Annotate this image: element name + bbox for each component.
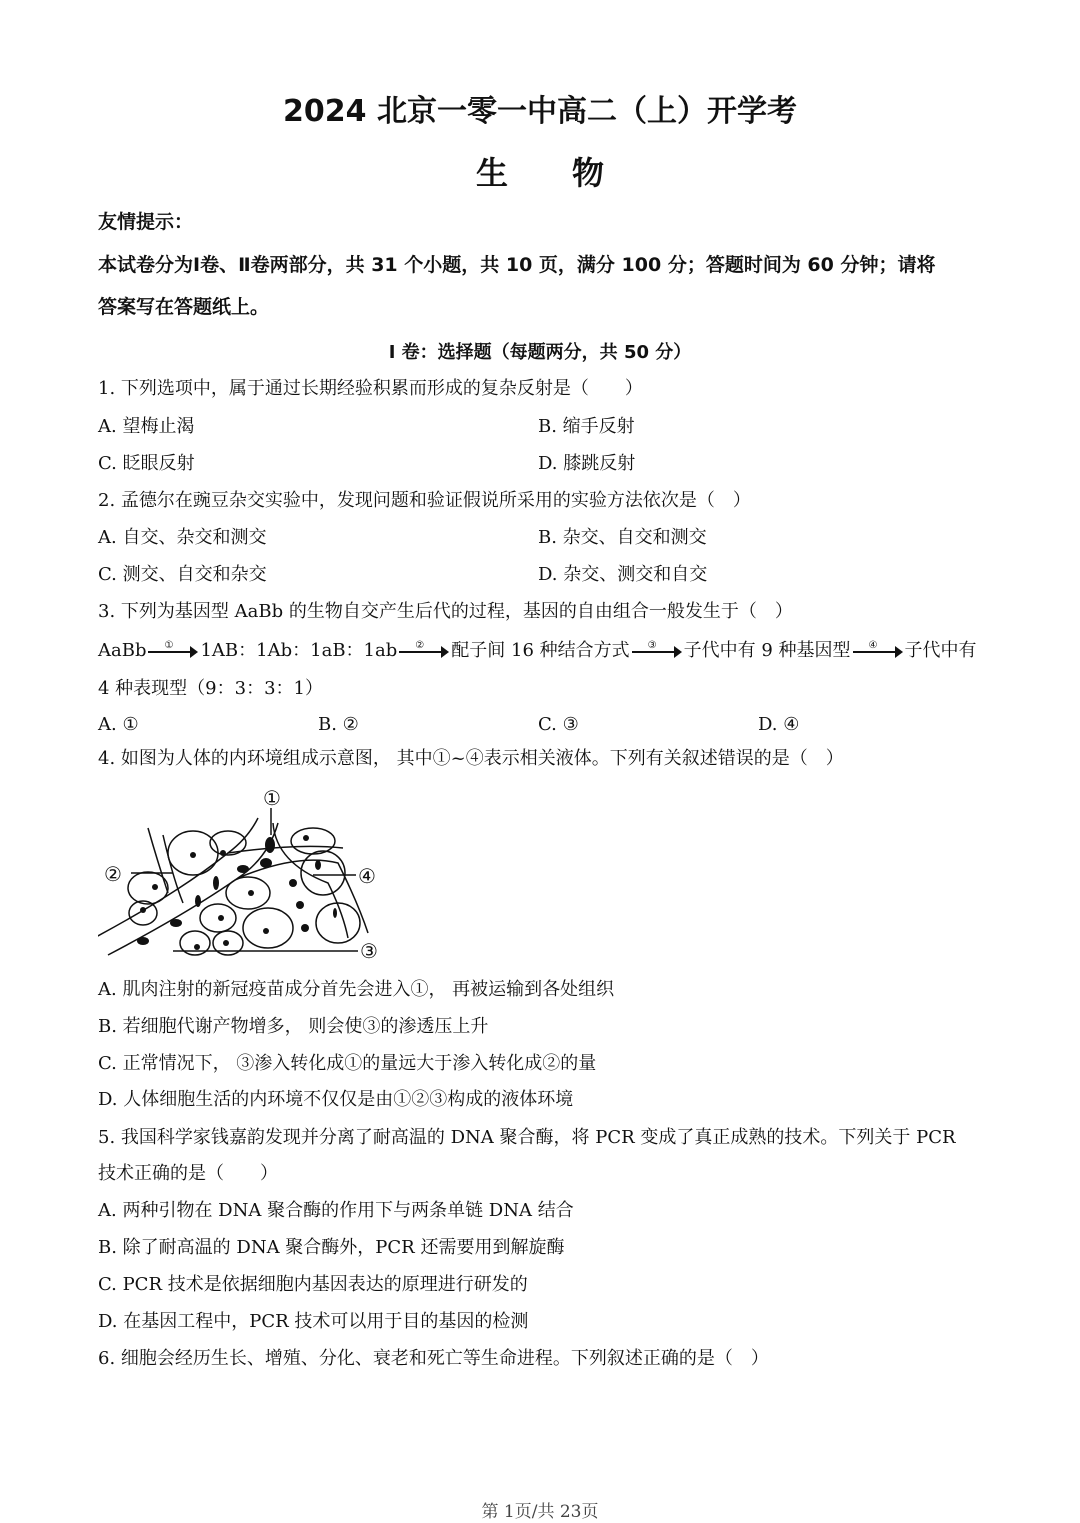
internal-environment-diagram	[98, 783, 388, 963]
chain-end: 4 种表现型（9：3：3：1）	[98, 678, 323, 699]
section-heading: Ⅰ 卷：选择题（每题两分，共 50 分）	[388, 342, 692, 363]
chain-step: 子代中有	[904, 640, 977, 661]
arrow-label: ②	[415, 640, 425, 651]
question-5: 5. 我国科学家钱嘉韵发现并分离了耐高温的 DNA 聚合酶，将 PCR 变成了真正成熟的技术。下列关于 PCR	[98, 1127, 956, 1148]
exam-title: 2024 北京一零一中高二（上）开学考	[283, 94, 797, 129]
option-d: D. 人体细胞生活的内环境不仅仅是由①②③构成的液体环境	[98, 1089, 574, 1110]
notice-text: 本试卷分为Ⅰ卷、Ⅱ卷两部分，共 31 个小题，共 10 页，满分 100 分；答题时间为 60 分钟；请将	[98, 254, 936, 276]
label-3: ③	[360, 939, 378, 963]
option-c: C. PCR 技术是依据细胞内基因表达的原理进行研发的	[98, 1274, 528, 1295]
question-1: 1. 下列选项中，属于通过长期经验积累而形成的复杂反射是（ ）	[98, 378, 643, 399]
question-2: 2. 孟德尔在豌豆杂交实验中，发现问题和验证假说所采用的实验方法依次是（ ）	[98, 490, 751, 511]
page-footer: 第 1页/共 23页	[481, 1502, 599, 1522]
label-4: ④	[358, 864, 376, 888]
option-b: B. 杂交、自交和测交	[538, 527, 707, 548]
option-b: B. ②	[318, 714, 359, 735]
arrow-icon	[148, 640, 198, 656]
option-a: A. 望梅止渴	[98, 416, 195, 437]
option-c: C. ③	[538, 714, 579, 735]
option-c: C. 眨眼反射	[98, 453, 195, 474]
arrow-label: ④	[868, 640, 878, 651]
arrow-icon	[399, 640, 449, 656]
notice-text: 答案写在答题纸上。	[98, 296, 270, 318]
option-a: A. 两种引物在 DNA 聚合酶的作用下与两条单链 DNA 结合	[98, 1200, 574, 1221]
chain-step: 子代中有 9 种基因型	[683, 640, 851, 661]
option-c: C. 测交、自交和杂交	[98, 564, 267, 585]
option-c: C. 正常情况下， ③渗入转化成①的量远大于渗入转化成②的量	[98, 1053, 597, 1074]
option-b: B. 除了耐高温的 DNA 聚合酶外，PCR 还需要用到解旋酶	[98, 1237, 565, 1258]
option-b: B. 若细胞代谢产物增多， 则会使③的渗透压上升	[98, 1016, 489, 1037]
arrow-icon	[632, 640, 682, 656]
option-a: A. ①	[98, 714, 139, 735]
subject-title: 生 物	[475, 154, 604, 192]
process-chain	[98, 639, 977, 663]
arrow-icon	[853, 640, 903, 656]
chain-step: 1AB：1Ab：1aB：1ab	[200, 640, 398, 661]
question-3: 3. 下列为基因型 AaBb 的生物自交产生后代的过程，基因的自由组合一般发生于（ ）	[98, 601, 793, 622]
arrow-label: ①	[164, 640, 174, 651]
label-1: ①	[263, 786, 281, 810]
question-6: 6. 细胞会经历生长、增殖、分化、衰老和死亡等生命进程。下列叙述正确的是（ ）	[98, 1348, 769, 1369]
chain-step: 配子间 16 种结合方式	[451, 640, 630, 661]
chain-step: AaBb	[98, 640, 147, 661]
option-a: A. 自交、杂交和测交	[98, 527, 267, 548]
option-d: D. 杂交、测交和自交	[538, 564, 708, 585]
question-5-cont: 技术正确的是（ ）	[98, 1163, 278, 1184]
arrow-label: ③	[647, 640, 657, 651]
label-2: ②	[104, 862, 122, 886]
notice-label: 友情提示：	[98, 211, 194, 233]
option-d: D. ④	[758, 714, 800, 735]
option-a: A. 肌肉注射的新冠疫苗成分首先会进入①， 再被运输到各处组织	[98, 979, 615, 1000]
option-b: B. 缩手反射	[538, 416, 635, 437]
option-d: D. 在基因工程中，PCR 技术可以用于目的基因的检测	[98, 1311, 529, 1332]
option-d: D. 膝跳反射	[538, 453, 636, 474]
question-4: 4. 如图为人体的内环境组成示意图， 其中①~④表示相关液体。下列有关叙述错误的是（ ）	[98, 748, 844, 769]
